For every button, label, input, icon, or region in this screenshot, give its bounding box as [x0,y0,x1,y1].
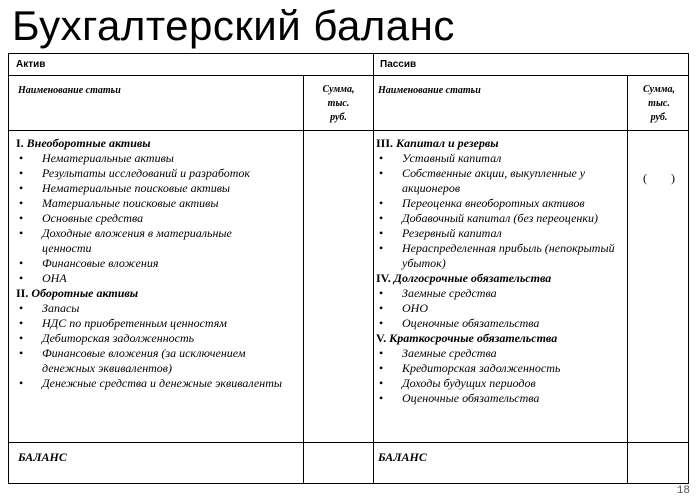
passive-header: Пассив [380,59,417,70]
header-divider [9,75,688,76]
list-item: • Нематериальные активы [16,151,284,166]
list-item: • Заемные средства [376,346,624,361]
list-item: • Уставный капитал [376,151,624,166]
section-heading [376,271,624,286]
list-item: • Нематериальные поисковые активы [16,181,284,196]
list-item: • Денежные средства и денежные эквиваленты [16,376,284,391]
liabilities-balance-label: БАЛАНС [378,450,427,464]
list-item: • Резервный капитал [376,226,624,241]
left-sum-divider [303,76,304,483]
sum-header-line: Сумма, [642,84,676,95]
sum-header-line: тыс. [648,98,670,109]
longterm-liabilities-list [376,286,624,331]
sum-header-line: руб. [330,112,347,123]
section-number: I. [16,136,24,150]
page-title: Бухгалтерский баланс [12,2,455,49]
sum-header-line: руб. [650,112,668,123]
capital-sum-cell: ( ) [643,171,675,185]
column-header-divider [9,130,688,131]
balance-table [8,53,689,484]
list-item: • Нераспределенная прибыль (непокрытый убыток) [376,241,624,271]
list-item: • ОНО [376,301,624,316]
liabilities-name-header: Наименование статьи [378,85,481,96]
list-item: • Финансовые вложения [16,256,284,271]
section-number: IV. [376,271,391,285]
list-item: • Дебиторская задолженность [16,331,284,346]
section-heading [16,136,284,151]
section-number: II. [16,286,29,300]
assets-column [16,136,284,391]
section-number: III. [376,136,394,150]
section-heading [376,331,624,346]
list-item: • Материальные поисковые активы [16,196,284,211]
center-divider [373,54,374,483]
list-item: • Кредиторская задолженность [376,361,624,376]
active-header: Актив [16,59,46,70]
section-title: Долгосрочные обязательства [393,271,552,285]
list-item: • Добавочный капитал (без переоценки) [376,211,624,226]
sum-header-line: тыс. [327,98,350,109]
assets-name-header: Наименование статьи [18,85,121,96]
list-item: • Собственные акции, выкупленные у акционеров [376,166,624,196]
capital-reserves-list [376,151,624,271]
list-item: • Финансовые вложения (за исключением денежных эквивалентов) [16,346,284,376]
section-heading [16,286,284,301]
list-item: • Переоценка внеоборотных активов [376,196,624,211]
list-item: • Доходные вложения в материальные ценности [16,226,284,256]
list-item: • Заемные средства [376,286,624,301]
section-title: Капитал и резервы [396,136,499,150]
list-item: • ОНА [16,271,284,286]
sum-header-line: Сумма, [322,84,355,95]
list-item: • Запасы [16,301,284,316]
right-sum-divider [627,76,628,483]
total-divider [9,442,688,443]
page-number: 18 [676,485,690,497]
section-title: Краткосрочные обязательства [389,331,558,345]
list-item: • НДС по приобретенным ценностям [16,316,284,331]
list-item: • Оценочные обязательства [376,316,624,331]
shortterm-liabilities-list [376,346,624,406]
assets-balance-label: БАЛАНС [18,450,67,464]
list-item: • Основные средства [16,211,284,226]
list-item: • Оценочные обязательства [376,391,624,406]
liabilities-column [376,136,624,406]
assets-sum-header [304,83,373,125]
list-item: • Доходы будущих периодов [376,376,624,391]
liabilities-sum-header [628,83,690,125]
noncurrent-assets-list [16,151,284,286]
current-assets-list [16,301,284,391]
list-item: • Результаты исследований и разработок [16,166,284,181]
section-title: Оборотные активы [31,286,139,300]
section-heading [376,136,624,151]
section-number: V. [376,331,387,345]
section-title: Внеоборотные активы [26,136,151,150]
